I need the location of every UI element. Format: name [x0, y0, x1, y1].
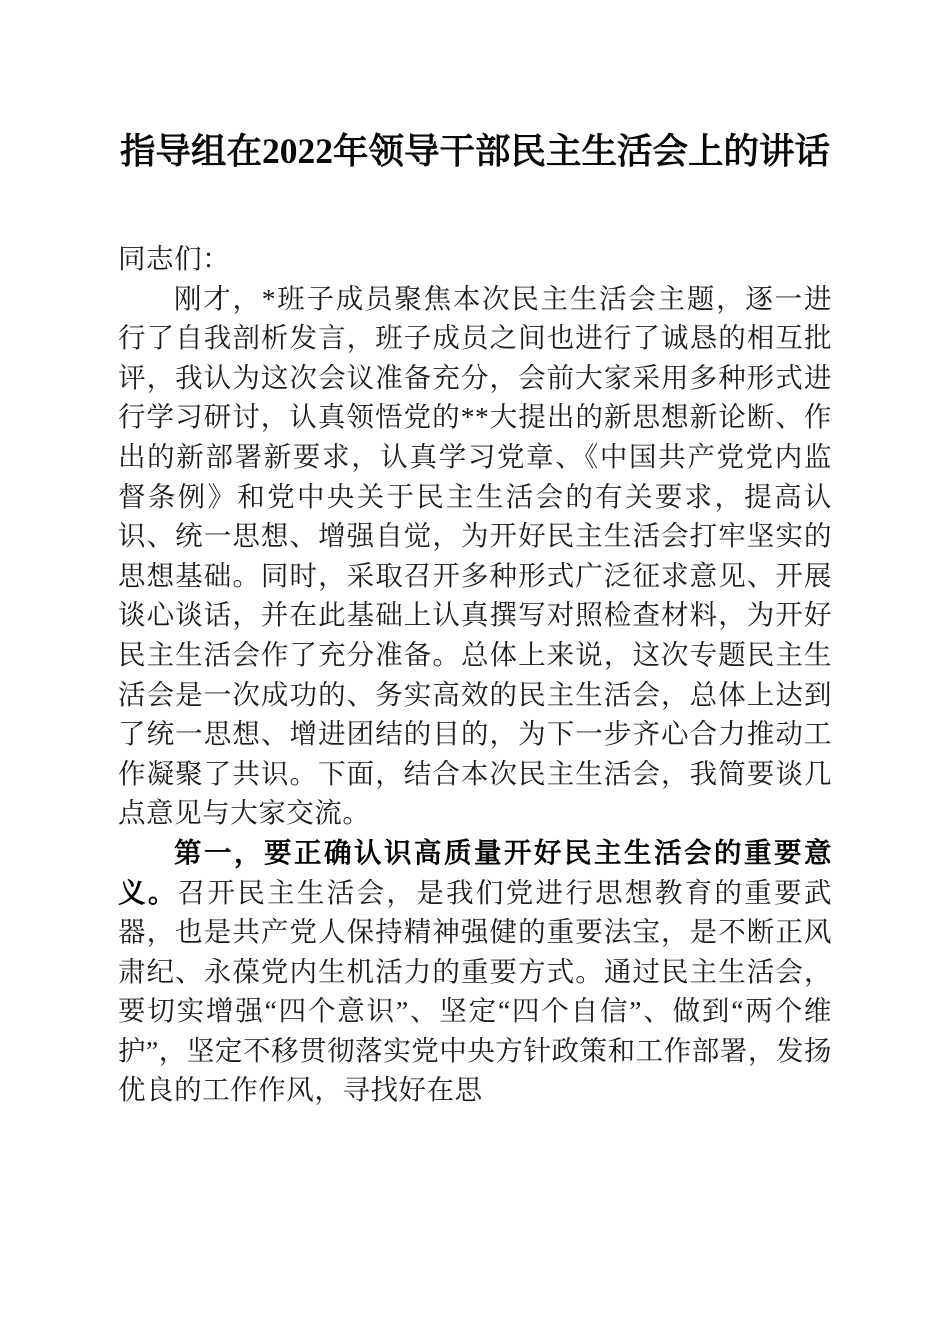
document-body	[118, 239, 832, 1110]
paragraph-point-one-text: 召开民主生活会，是我们党进行思想教育的重要武器，也是共产党人保持精神强健的重要法宝，是不断正风肃纪、永葆党内生机活力的重要方式。通过民主生活会，要切实增强“四个意识”、坚定“四个自信”、做到“两个维护”，坚定不移贯彻落实党中央方针政策和工作部署，发扬优良的工作作风，寻找好在思	[118, 876, 833, 1106]
salutation-line: 同志们：	[118, 243, 231, 274]
paragraph-point-one-heading-run: 第一，要正确认识高质量开好民主生活会的重要意义。	[118, 836, 832, 908]
paragraph-point-one	[118, 833, 832, 1110]
page-title: 指导组在2022年领导干部民主生活会上的讲话	[119, 131, 830, 171]
document-content	[118, 0, 832, 1110]
paragraph-opening-text: 刚才，*班子成员聚焦本次民主生活会主题，逐一进行了自我剖析发言，班子成员之间也进行了诚恳的相互批评，我认为这次会议准备充分，会前大家采用多种形式进行学习研讨，认真领悟党的**大提出的新思想新论断、作出的新部署新要求，认真学习党章、《中国共产党党内监督条例》和党中央关于民主生活会的有关要求，提高认识、统一思想、增强自觉，为开好民主生活会打牢坚实的思想基础。同时，采取召开多种形式广泛征求意见、开展谈心谈话，并在此基础上认真撰写对照检查材料，为开好民主生活会作了充分准备。总体上来说，这次专题民主生活会是一次成功的、务实高效的民主生活会，总体上达到了统一思想、增进团结的目的，为下一步齐心合力推动工作凝聚了共识。下面，结合本次民主生活会，我简要谈几点意见与大家交流。	[118, 282, 832, 829]
paragraph-opening	[118, 279, 832, 833]
